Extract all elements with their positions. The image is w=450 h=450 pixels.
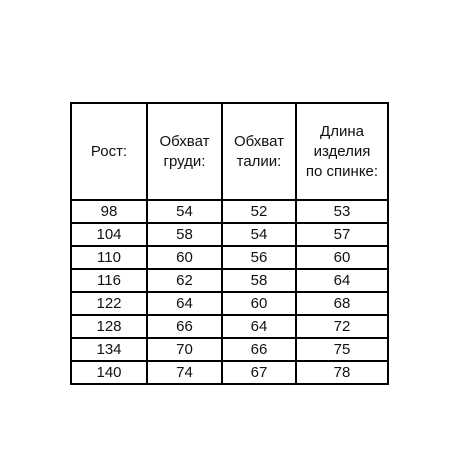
table-row	[71, 223, 388, 246]
cell-height: 104	[71, 223, 147, 246]
header-chest-line2: груди:	[163, 152, 206, 170]
table-row	[71, 200, 388, 223]
cell-chest: 66	[147, 315, 222, 338]
header-height-text: Рост:	[90, 142, 128, 160]
header-height	[71, 103, 147, 200]
header-waist-line2: талии:	[236, 152, 282, 170]
table-header-row	[71, 103, 388, 200]
table-row	[71, 269, 388, 292]
cell-waist: 67	[222, 361, 296, 384]
cell-waist: 56	[222, 246, 296, 269]
cell-back-length: 68	[296, 292, 388, 315]
table-row	[71, 338, 388, 361]
cell-waist: 58	[222, 269, 296, 292]
header-waist	[222, 103, 296, 200]
cell-back-length: 75	[296, 338, 388, 361]
cell-chest: 62	[147, 269, 222, 292]
cell-back-length: 72	[296, 315, 388, 338]
cell-height: 116	[71, 269, 147, 292]
cell-back-length: 60	[296, 246, 388, 269]
cell-waist: 64	[222, 315, 296, 338]
cell-waist: 66	[222, 338, 296, 361]
cell-back-length: 57	[296, 223, 388, 246]
header-back-length-line1: Длина	[320, 122, 364, 140]
header-waist-line1: Обхват	[234, 132, 284, 150]
cell-chest: 74	[147, 361, 222, 384]
header-chest	[147, 103, 222, 200]
cell-chest: 54	[147, 200, 222, 223]
cell-height: 134	[71, 338, 147, 361]
cell-back-length: 53	[296, 200, 388, 223]
cell-waist: 52	[222, 200, 296, 223]
header-chest-line1: Обхват	[159, 132, 210, 150]
cell-waist: 60	[222, 292, 296, 315]
table-row	[71, 292, 388, 315]
cell-chest: 58	[147, 223, 222, 246]
cell-chest: 60	[147, 246, 222, 269]
cell-back-length: 64	[296, 269, 388, 292]
header-back-length	[296, 103, 388, 200]
cell-height: 122	[71, 292, 147, 315]
cell-height: 98	[71, 200, 147, 223]
table-row	[71, 315, 388, 338]
cell-back-length: 78	[296, 361, 388, 384]
header-back-length-line2: изделия	[313, 142, 371, 160]
cell-height: 128	[71, 315, 147, 338]
cell-height: 110	[71, 246, 147, 269]
cell-chest: 64	[147, 292, 222, 315]
table-row	[71, 361, 388, 384]
cell-chest: 70	[147, 338, 222, 361]
cell-height: 140	[71, 361, 147, 384]
table-row	[71, 246, 388, 269]
cell-waist: 54	[222, 223, 296, 246]
size-chart-table	[70, 102, 389, 385]
header-back-length-line3: по спинке:	[305, 162, 379, 180]
